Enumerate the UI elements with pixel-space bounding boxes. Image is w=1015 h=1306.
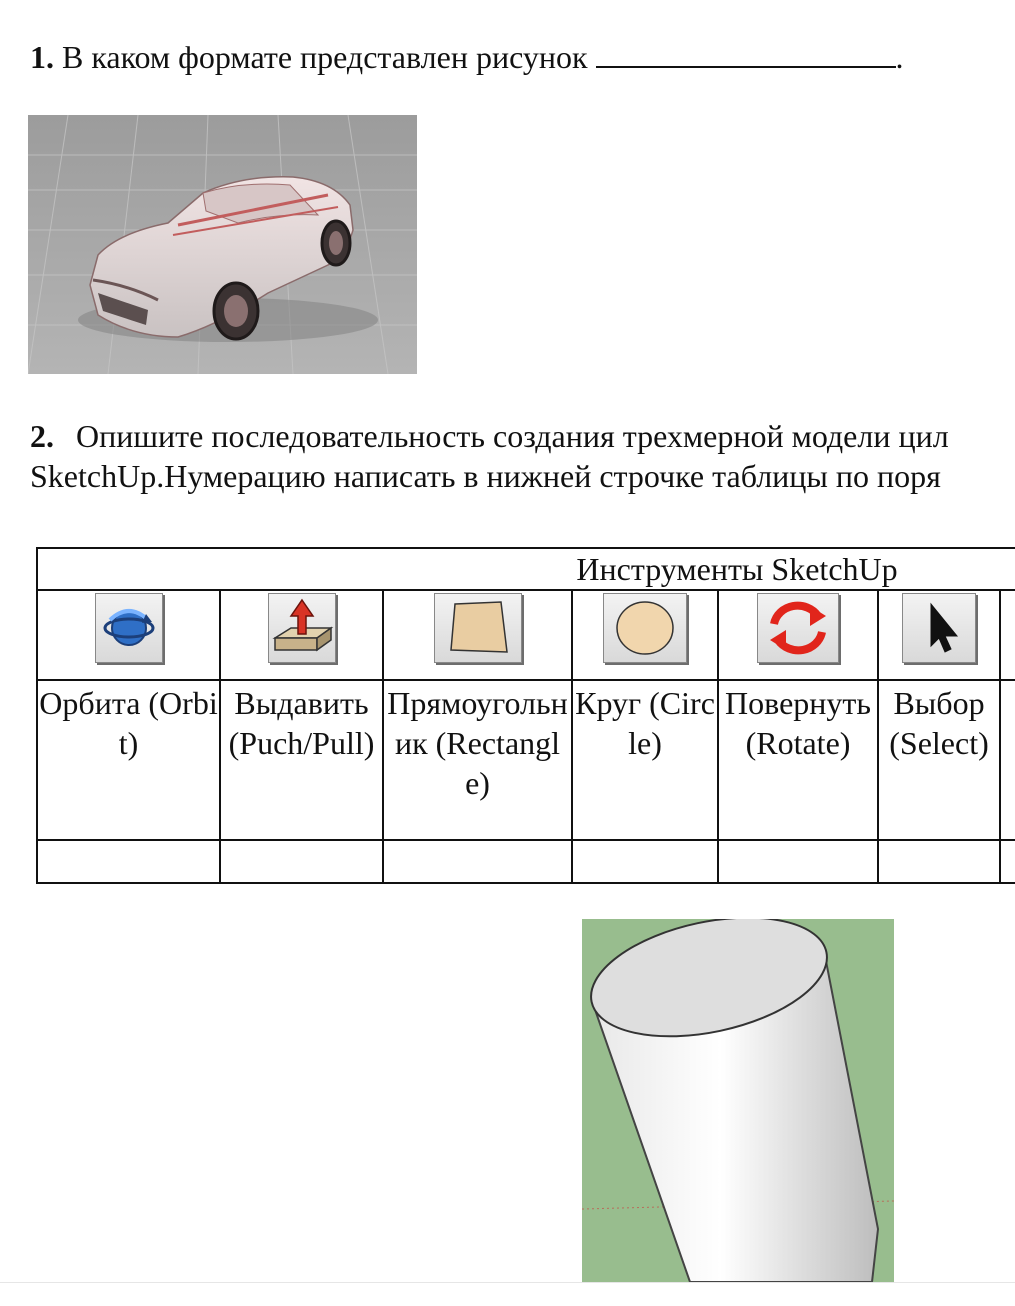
question-1-text: В каком формате представлен рисунок (62, 39, 588, 75)
table-header-text: Инструменты SketchUp (576, 551, 898, 587)
tool-icon-cell (383, 590, 572, 680)
tool-label-rotate: Повернуть (Rotate) (718, 680, 878, 840)
rotate-icon[interactable] (757, 593, 839, 663)
tool-icon-cell (1000, 590, 1015, 680)
answer-blank[interactable] (596, 38, 896, 68)
page-bottom-divider (0, 1282, 1015, 1283)
answer-cell-select[interactable] (878, 840, 1000, 883)
question-1-number: 1. (30, 39, 54, 75)
question-2-line-1 (30, 416, 1015, 456)
answer-cell-extra[interactable] (1000, 840, 1015, 883)
tool-label-extra (1000, 680, 1015, 840)
tool-icon-cell (37, 590, 220, 680)
question-1-end: . (895, 39, 904, 75)
tool-label-orbit: Орбита (Orbit) (37, 680, 220, 840)
tool-icon-cell (220, 590, 383, 680)
tool-label-rectangle: Прямоугольник (Rectangle) (383, 680, 572, 840)
tool-icon-cell (718, 590, 878, 680)
question-2-number: 2. (30, 418, 54, 454)
question-1 (30, 38, 904, 76)
car-3d-model-image (28, 115, 417, 374)
select-icon[interactable] (902, 593, 976, 663)
tool-label-circle: Круг (Circle) (572, 680, 718, 840)
cylinder-model-image (582, 919, 894, 1282)
tool-icon-cell (572, 590, 718, 680)
answer-cell-push-pull[interactable] (220, 840, 383, 883)
answer-cell-rotate[interactable] (718, 840, 878, 883)
answer-cell-orbit[interactable] (37, 840, 220, 883)
question-2-line-2: SketchUp.Нумерацию написать в нижней строчке таблицы по поря (30, 458, 941, 494)
sketchup-tools-table (36, 547, 1015, 884)
circle-icon[interactable] (603, 593, 687, 663)
rectangle-icon[interactable] (434, 593, 522, 663)
answer-cell-circle[interactable] (572, 840, 718, 883)
orbit-icon[interactable] (95, 593, 163, 663)
tool-label-push-pull: Выдавить (Puch/Pull) (220, 680, 383, 840)
question-2 (30, 416, 1015, 496)
tool-label-select: Выбор (Select) (878, 680, 1000, 840)
question-2-text-1: Опишите последовательность создания трехмерной модели цил (76, 418, 949, 454)
push-pull-icon[interactable] (268, 593, 336, 663)
tool-icon-cell (878, 590, 1000, 680)
answer-cell-rectangle[interactable] (383, 840, 572, 883)
table-header (37, 548, 1015, 590)
